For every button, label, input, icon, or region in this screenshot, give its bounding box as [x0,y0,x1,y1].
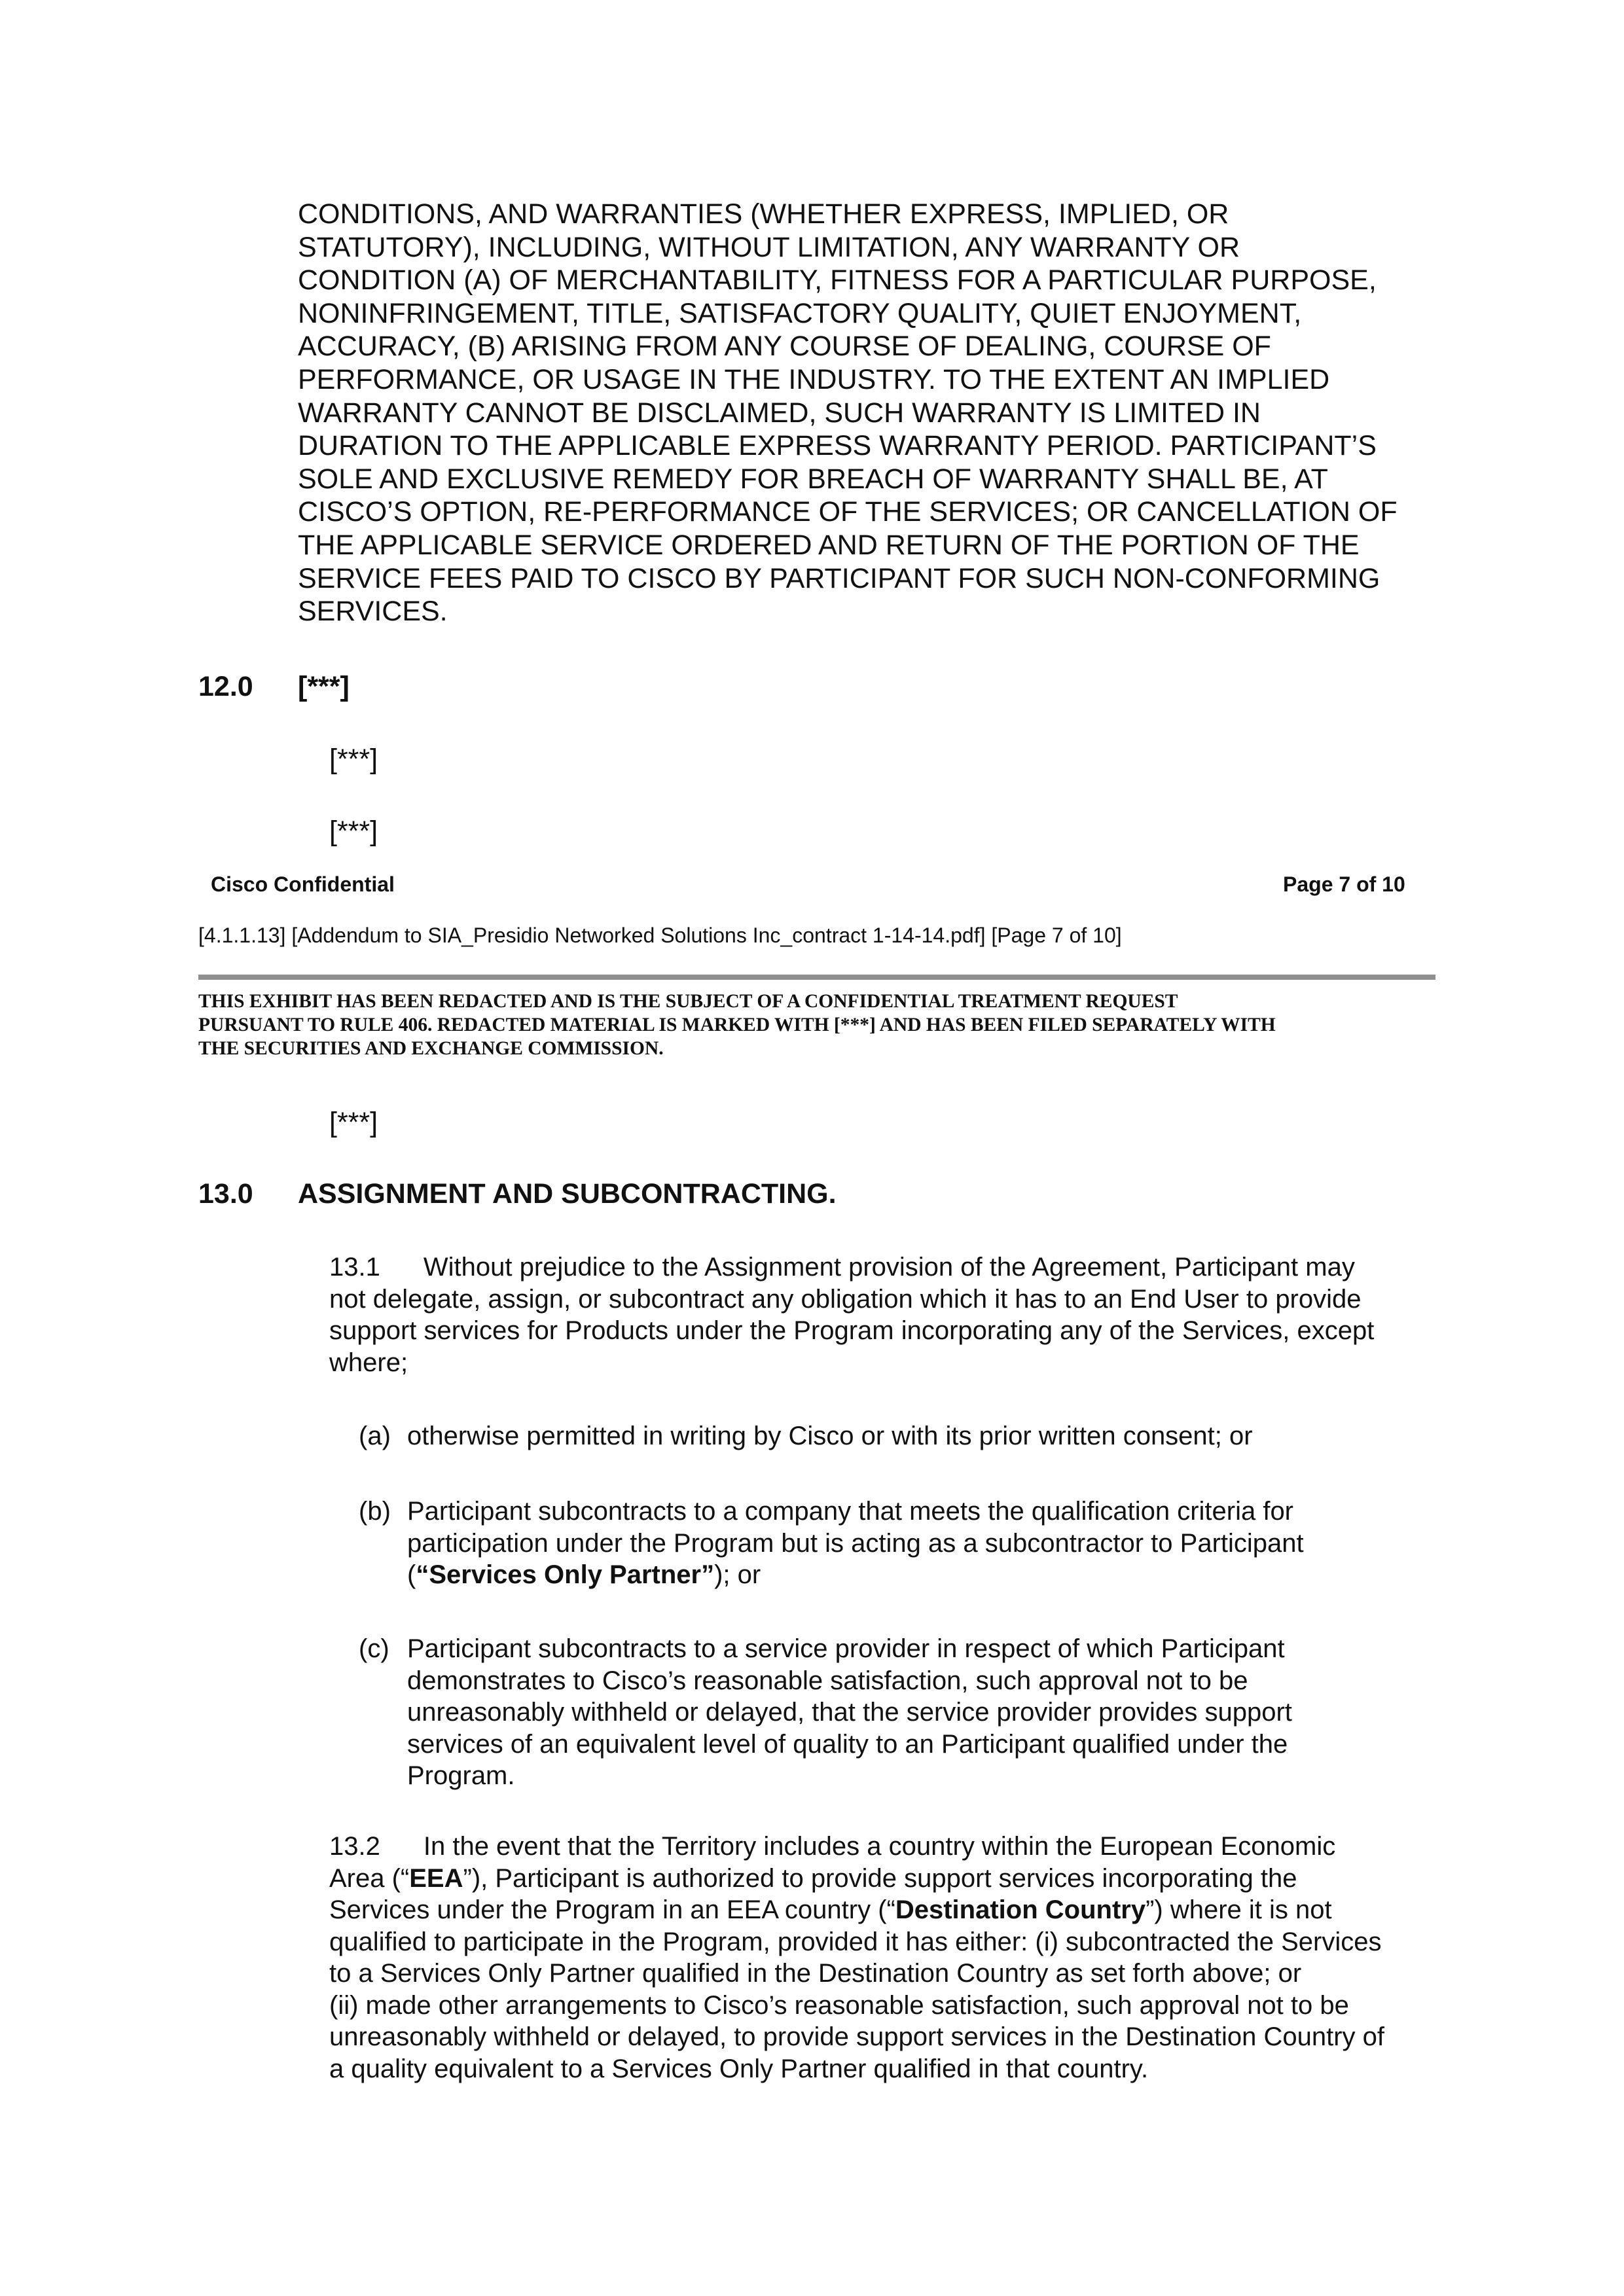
clause-line: support services for Products under the Program incorporating any of the Services, except [329,1316,1375,1345]
redacted-marker: [***] [329,816,378,847]
paragraph-line: SERVICES. [298,596,448,628]
list-item-a-text [407,1420,1253,1452]
list-item-line: Participant subcontracts to a company that meets the qualification criteria for [407,1497,1294,1526]
paragraph-line: THE APPLICABLE SERVICE ORDERED AND RETURN OF THE PORTION OF THE [298,529,1360,561]
defined-term: Destination Country [895,1895,1146,1924]
clause-text: Without prejudice to the Assignment provision of the Agreement, Participant may [423,1253,1355,1282]
warranty-paragraph [298,198,1450,628]
clause-line [329,1251,1374,1283]
clause-number: 13.2 [329,1832,380,1861]
list-item-b-label: (b) [359,1497,391,1526]
clause-13-2 [329,1831,1384,2085]
list-item-line: services of an equivalent level of quality to an Participant qualified under the [407,1729,1288,1759]
section-12-number: 12.0 [198,671,253,702]
paragraph-line: SOLE AND EXCLUSIVE REMEDY FOR BREACH OF WARRANTY SHALL BE, AT [298,463,1328,495]
clause-13-1 [329,1251,1374,1378]
text-run: ”) where it is not [1146,1895,1332,1924]
paragraph-line: WARRANTY CANNOT BE DISCLAIMED, SUCH WARRANTY IS LIMITED IN [298,397,1261,429]
defined-term: EEA [409,1863,463,1893]
notice-line: PURSUANT TO RULE 406. REDACTED MATERIAL IS MARKED WITH [***] AND HAS BEEN FILED SEPARATELY WITH [198,1014,1276,1035]
clause-text: In the event that the Territory includes a country within the European Economic [423,1832,1336,1861]
footer-page-number: Page 7 of 10 [1283,872,1405,896]
clause-line: (ii) made other arrangements to Cisco’s reasonable satisfaction, such approval not to be [329,1990,1349,2020]
list-item-line: otherwise permitted in writing by Cisco or with its prior written consent; or [407,1422,1253,1450]
paragraph-line: DURATION TO THE APPLICABLE EXPRESS WARRANTY PERIOD. PARTICIPANT’S [298,430,1377,462]
text-run: ); or [714,1560,761,1589]
clause-line: not delegate, assign, or subcontract any obligation which it has to an End User to provide [329,1284,1362,1314]
clause-number: 13.1 [329,1253,380,1282]
clause-line: where; [329,1348,408,1377]
paragraph-line: ACCURACY, (B) ARISING FROM ANY COURSE OF DEALING, COURSE OF [298,331,1271,363]
source-file-line: [4.1.1.13] [Addendum to SIA_Presidio Networked Solutions Inc_contract 1-14-14.pdf] [Page 7 of 10] [198,924,1122,947]
paragraph-line: PERFORMANCE, OR USAGE IN THE INDUSTRY. TO THE EXTENT AN IMPLIED [298,363,1330,395]
clause-line [329,1831,1384,1863]
page-divider [198,975,1435,980]
list-item-c-label: (c) [359,1634,389,1663]
redacted-marker: [***] [329,1107,378,1138]
redaction-notice [198,990,1442,1060]
list-item-line: Program. [407,1761,515,1790]
list-item-c-text [407,1633,1292,1792]
list-item-line [407,1559,1304,1591]
clause-line: unreasonably withheld or delayed, to provide support services in the Destination Country of [329,2022,1385,2051]
redacted-marker: [***] [329,744,378,775]
footer-confidential: Cisco Confidential [211,872,395,896]
text-run: Area (“ [329,1863,410,1893]
section-12-title: [***] [298,671,350,702]
section-13-number: 13.0 [198,1178,253,1210]
list-item-line: participation under the Program but is acting as a subcontractor to Participant [407,1528,1304,1558]
paragraph-line: STATUTORY), INCLUDING, WITHOUT LIMITATION, ANY WARRANTY OR [298,231,1240,263]
list-item-line: unreasonably withheld or delayed, that the service provider provides support [407,1698,1292,1727]
notice-line: THE SECURITIES AND EXCHANGE COMMISSION. [198,1038,664,1059]
list-item-a-label: (a) [359,1422,391,1450]
clause-line [329,1894,1384,1926]
section-13-title: ASSIGNMENT AND SUBCONTRACTING. [298,1178,837,1210]
clause-line: a quality equivalent to a Services Only Partner qualified in that country. [329,2054,1149,2083]
list-item-line: Participant subcontracts to a service provider in respect of which Participant [407,1634,1285,1663]
notice-line: THIS EXHIBIT HAS BEEN REDACTED AND IS THE SUBJECT OF A CONFIDENTIAL TREATMENT REQUEST [198,991,1178,1012]
text-run: ”), Participant is authorized to provide support services incorporating the [463,1863,1297,1893]
text-run: Services under the Program in an EEA country (“ [329,1895,895,1924]
text-run: ( [407,1560,416,1589]
clause-line [329,1863,1384,1895]
list-item-b-text [407,1496,1304,1591]
defined-term: “Services Only Partner” [416,1560,715,1589]
paragraph-line: CONDITION (A) OF MERCHANTABILITY, FITNESS FOR A PARTICULAR PURPOSE, [298,264,1377,296]
list-item-line: demonstrates to Cisco’s reasonable satisfaction, such approval not to be [407,1666,1248,1695]
paragraph-line: SERVICE FEES PAID TO CISCO BY PARTICIPANT FOR SUCH NON-CONFORMING [298,562,1380,594]
clause-line: qualified to participate in the Program, provided it has either: (i) subcontracted the Services [329,1927,1382,1956]
paragraph-line: NONINFRINGEMENT, TITLE, SATISFACTORY QUALITY, QUIET ENJOYMENT, [298,297,1302,329]
clause-line: to a Services Only Partner qualified in the Destination Country as set forth above; or [329,1959,1302,1988]
paragraph-line: CISCO’S OPTION, RE-PERFORMANCE OF THE SERVICES; OR CANCELLATION OF [298,496,1398,528]
paragraph-line: CONDITIONS, AND WARRANTIES (WHETHER EXPRESS, IMPLIED, OR [298,198,1229,230]
